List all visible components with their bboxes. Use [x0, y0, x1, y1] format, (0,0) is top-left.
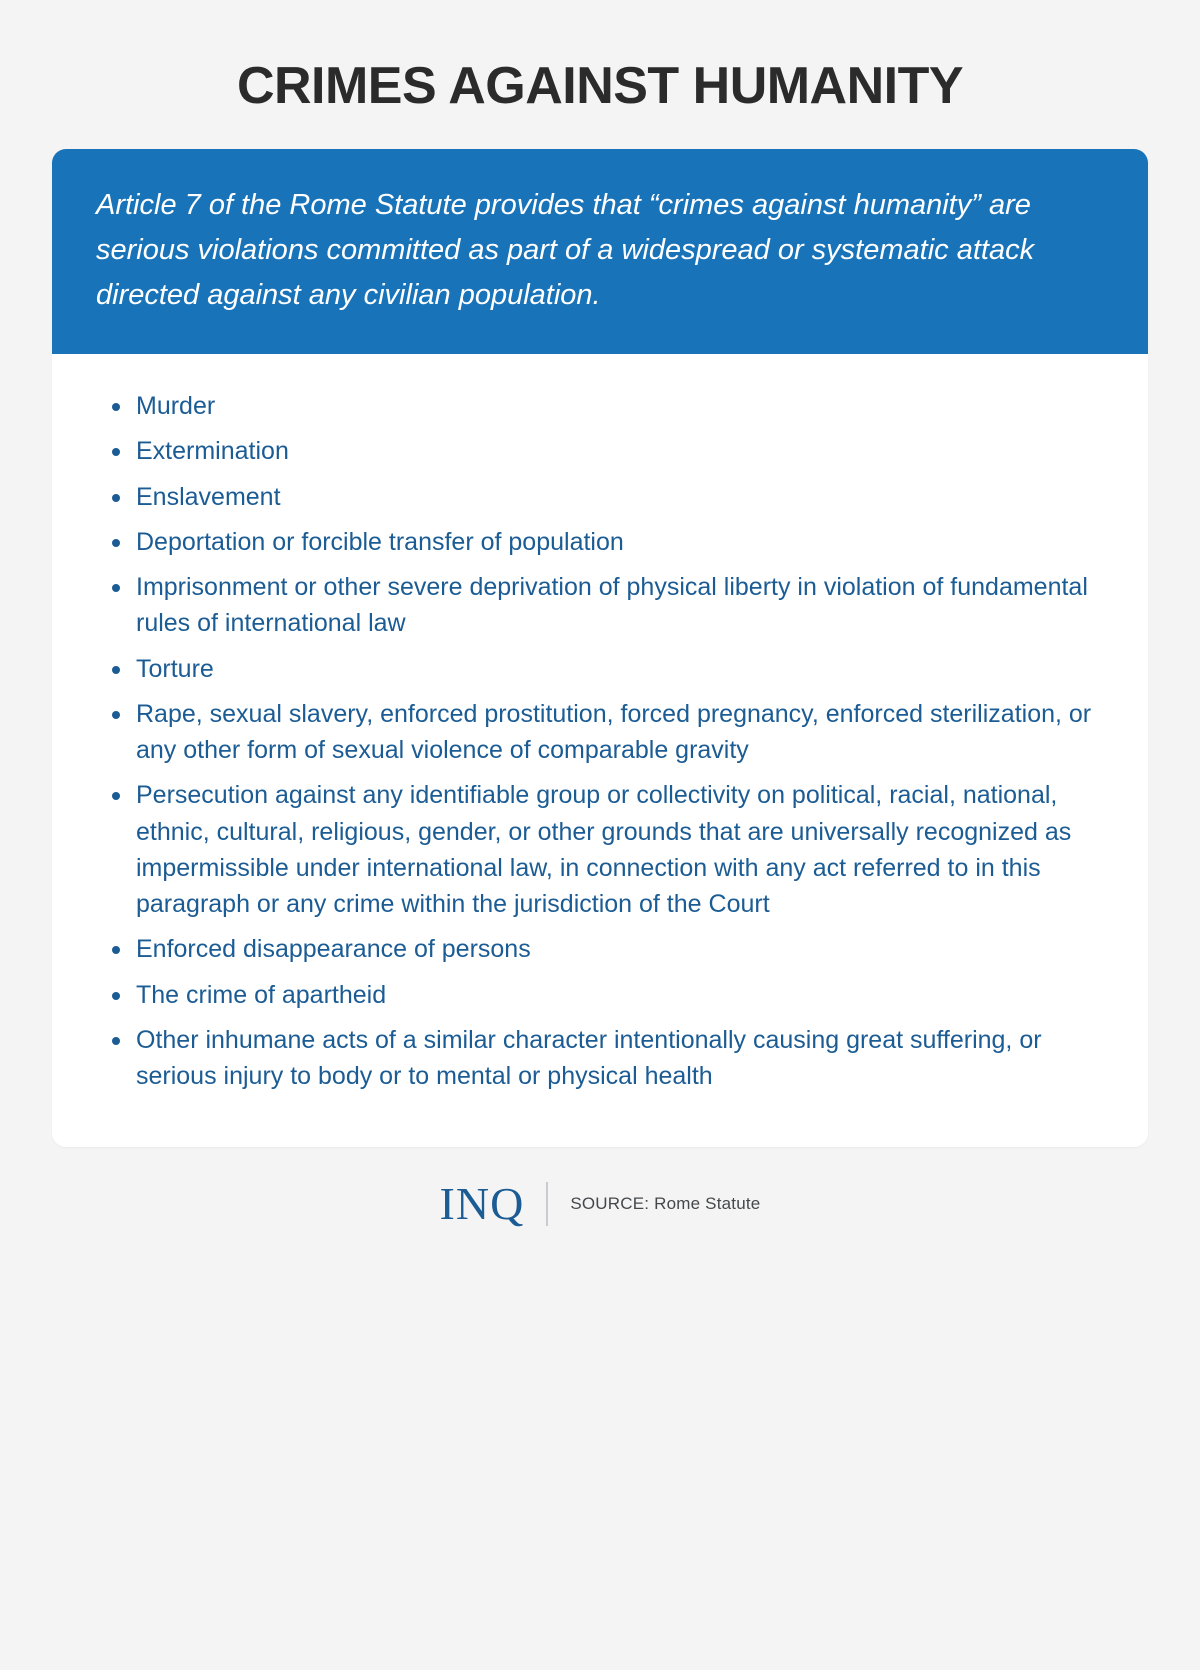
definition-banner [52, 149, 1148, 354]
footer [52, 1177, 1148, 1230]
list-item: Torture [106, 651, 1094, 687]
list-item: Deportation or forcible transfer of population [106, 524, 1094, 560]
list-item: Rape, sexual slavery, enforced prostitution, forced pregnancy, enforced sterilization, or any other form of sexual violence of comparable gravity [106, 696, 1094, 769]
footer-divider [546, 1182, 548, 1226]
source-label: SOURCE: Rome Statute [570, 1193, 761, 1213]
list-item: Imprisonment or other severe deprivation of physical liberty in violation of fundamental rules of international law [106, 569, 1094, 642]
list-item: Other inhumane acts of a similar character intentionally causing great suffering, or serious injury to body or to mental or physical health [106, 1022, 1094, 1095]
list-item: Persecution against any identifiable group or collectivity on political, racial, national, ethnic, cultural, religious, gender, or other grounds that are universally recognized as impermissible under international law, in connection with any act referred to in this paragraph or any crime within the jurisdiction of the Court [106, 777, 1094, 922]
list-item: Extermination [106, 433, 1094, 469]
list-item: The crime of apartheid [106, 977, 1094, 1013]
crimes-list-section [52, 354, 1148, 1147]
crimes-list [106, 388, 1094, 1094]
list-item: Enforced disappearance of persons [106, 931, 1094, 967]
page-title: CRIMES AGAINST HUMANITY [236, 57, 964, 115]
list-item: Enslavement [106, 479, 1094, 515]
content-card [52, 149, 1148, 1147]
list-item: Murder [106, 388, 1094, 424]
inq-logo: INQ [439, 1178, 525, 1230]
definition-text: Article 7 of the Rome Statute provides that “crimes against humanity” are serious violations committed as part of a widespread or systematic attack directed against any civilian population. [96, 189, 1035, 312]
